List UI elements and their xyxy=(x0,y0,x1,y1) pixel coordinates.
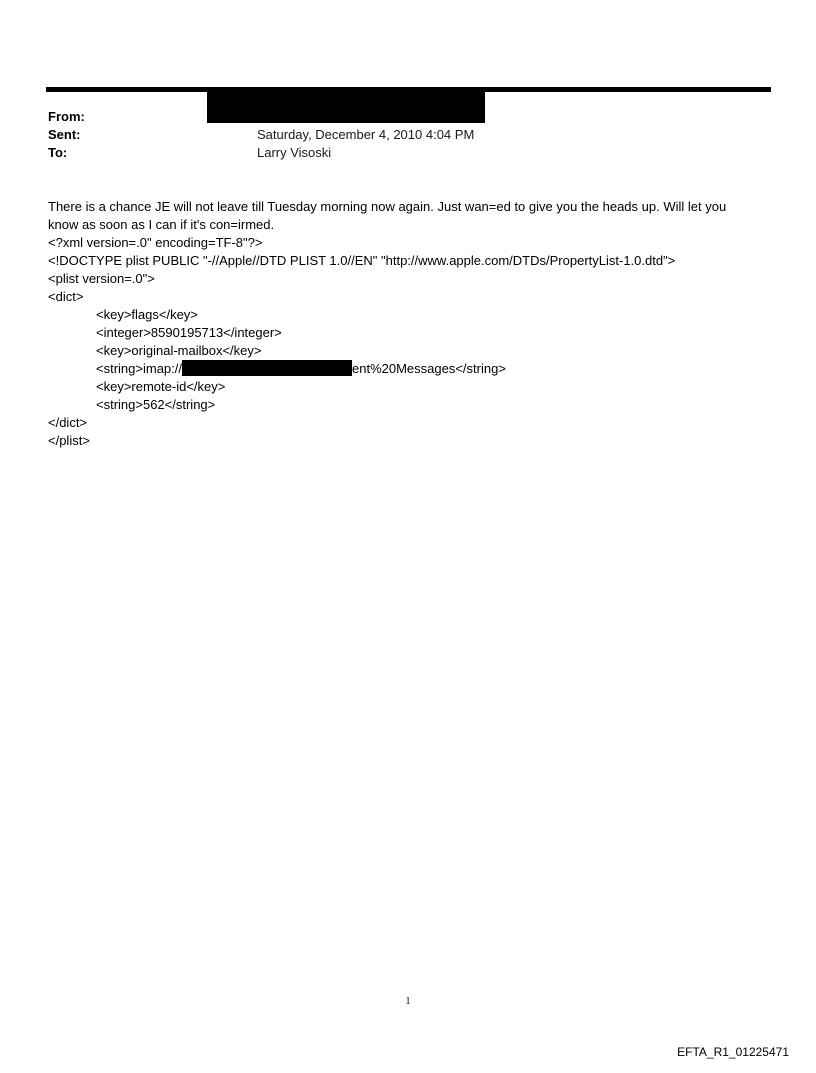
sent-value: Saturday, December 4, 2010 4:04 PM xyxy=(257,127,475,142)
integer-flags: <integer>8590195713</integer> xyxy=(96,325,282,340)
string-imap-prefix: <string>imap:// xyxy=(96,361,182,376)
document-id: EFTA_R1_01225471 xyxy=(677,1045,789,1059)
sent-label: Sent: xyxy=(48,127,81,142)
redaction-from-address xyxy=(207,87,485,123)
key-remote-id: <key>remote-id</key> xyxy=(96,379,226,394)
page-number: 1 xyxy=(405,996,411,1007)
dict-open: <dict> xyxy=(48,289,84,304)
xml-declaration: <?xml version=.0" encoding=TF-8"?> xyxy=(48,235,263,250)
string-imap xyxy=(48,360,773,378)
from-label: From: xyxy=(48,109,85,124)
plist-open: <plist version=.0"> xyxy=(48,271,155,286)
key-original-mailbox: <key>original-mailbox</key> xyxy=(96,343,262,358)
plist-close: </plist> xyxy=(48,433,90,448)
doctype-line: <!DOCTYPE plist PUBLIC "-//Apple//DTD PLIST 1.0//EN" "http://www.apple.com/DTDs/PropertyList-1.0.dtd"> xyxy=(48,253,676,268)
to-label: To: xyxy=(48,145,68,160)
redaction-imap-address xyxy=(182,360,352,376)
key-flags: <key>flags</key> xyxy=(96,307,198,322)
string-remote-id: <string>562</string> xyxy=(96,397,216,412)
string-imap-suffix: ent%20Messages</string> xyxy=(352,361,506,376)
dict-close: </dict> xyxy=(48,415,88,430)
body-paragraph-line-1: There is a chance JE will not leave till Tuesday morning now again. Just wan=ed to give you the heads up. Will let you xyxy=(48,199,727,214)
body-paragraph-line-2: know as soon as I can if it's con=irmed. xyxy=(48,217,275,232)
to-value: Larry Visoski xyxy=(257,145,332,160)
email-body xyxy=(48,198,773,450)
